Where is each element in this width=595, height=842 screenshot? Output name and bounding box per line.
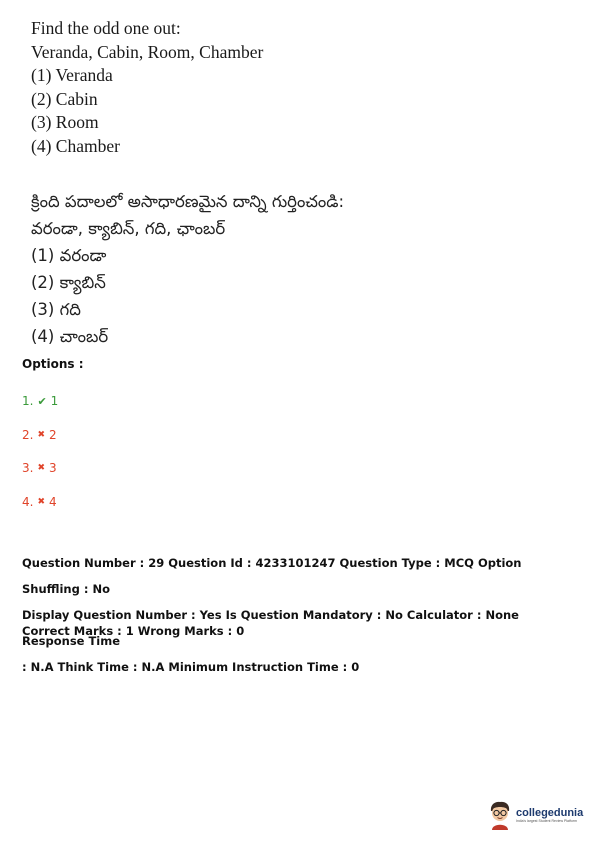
question-option-en-1: (1) Veranda [31,65,113,85]
option-3-number: 3. [22,461,34,475]
options-title: Options : [22,357,84,371]
meta-line-2: Display Question Number : Yes Is Question Mandatory : No Calculator : None Response Time [22,608,519,648]
option-1 [22,394,58,408]
logo-tagline: India's largest Student Review Platform [516,818,577,823]
collegedunia-logo [487,799,589,831]
option-1-number: 1. [22,394,34,408]
meta-line-1: Question Number : 29 Question Id : 4233101247 Question Type : MCQ Option Shuffling : No [22,556,522,596]
question-english [31,17,571,158]
question-words-en: Veranda, Cabin, Room, Chamber [31,41,264,62]
option-4 [22,495,57,509]
cross-icon: ✖ [37,430,45,440]
option-4-number: 4. [22,495,34,509]
question-telugu [31,188,571,350]
question-option-te-4: (4) చాంబర్ [31,327,109,346]
option-2-number: 2. [22,428,34,442]
meta-line-3: : N.A Think Time : N.A Minimum Instruction Time : 0 [22,660,360,674]
option-4-value: 4 [49,495,57,509]
option-2 [22,428,57,442]
cross-icon: ✖ [37,463,45,473]
question-option-en-4: (4) Chamber [31,135,120,156]
question-option-te-1: (1) వరండా [31,246,107,265]
option-2-value: 2 [49,428,57,442]
check-icon: ✔ [37,394,47,408]
mascot-icon [487,800,513,830]
option-1-value: 1 [50,394,59,408]
question-option-en-2: (2) Cabin [31,88,98,109]
question-option-en-3: (3) Room [31,112,99,132]
question-option-te-2: (2) క్యాబిన్ [31,273,106,292]
question-prompt-te: క్రింది పదాలలో అసాధారణమైన దాన్ని గుర్తించండి: [31,192,345,211]
marks-info: Correct Marks : 1 Wrong Marks : 0 [22,624,245,638]
option-3-value: 3 [49,461,57,475]
cross-icon: ✖ [37,497,45,507]
question-metadata [22,550,582,680]
question-words-te: వరండా, క్యాబిన్, గది, ఛాంబర్ [31,219,226,238]
question-option-te-3: (3) గది [31,300,81,319]
logo-name: collegedunia [516,806,584,819]
question-prompt-en: Find the odd one out: [31,18,181,38]
option-3 [22,461,57,475]
